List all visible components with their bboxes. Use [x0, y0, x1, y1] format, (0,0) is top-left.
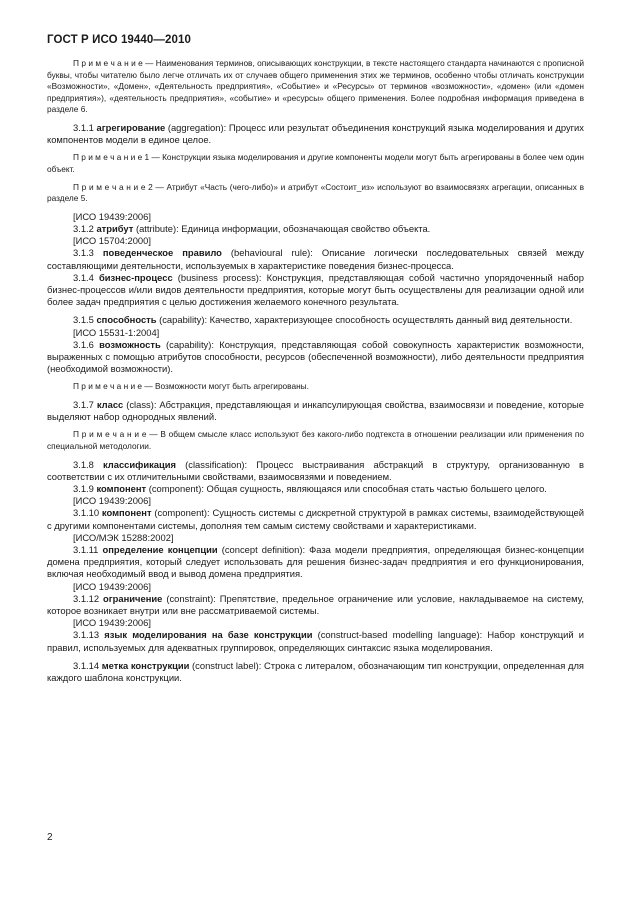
reference: [ИСО 15531-1:2004]: [73, 326, 160, 338]
term-definition: (capability): Конструкция, представляющая собой совокупность характеристик возможности, выраженных с помощью атрибутов способности, ресурсов (обеспеченной возможности), либо деятельности предприятия (необходимой возможности).: [47, 338, 584, 375]
term-3-1-3: [47, 247, 584, 271]
term-title: класс: [96, 398, 124, 410]
term-title: компонент: [96, 482, 147, 494]
term-3-1-12: [47, 593, 584, 617]
term-3-1-10: [47, 507, 584, 531]
term-title: классификация: [102, 458, 177, 470]
term-3-1-8: [47, 459, 584, 483]
term-title: бизнес-процесс: [98, 271, 173, 283]
note-label: П р и м е ч а н и е: [73, 381, 143, 392]
note-text: — Атрибут «Часть (чего-либо)» и атрибут «Состоит_из» используют во взаимосвязях агрегации, описанных в разделе 5.: [47, 181, 584, 204]
term-definition: (constraint): Препятствие, предельное ограничение или условие, накладываемое на систему, которое возникает внутри или вне рассматриваемой системы.: [47, 592, 584, 617]
term-title: возможность: [99, 338, 161, 350]
term-3-1-1: [47, 122, 584, 146]
term-title: метка конструкции: [101, 659, 190, 671]
term-3-1-13: [47, 629, 584, 653]
term-number: 3.1.10: [73, 507, 102, 519]
term-number: 3.1.9: [73, 482, 97, 494]
term-definition: (aggregation): Процесс или результат объединения конструкций языка моделирования и других компонентов модели в единое целое.: [47, 121, 584, 146]
term-definition: (behavioural rule): Описание логически последовательных связей между составляющими деятельности, используемых в характеристике поведения бизнес-процесса.: [47, 247, 584, 271]
term-number: 3.1.14: [73, 659, 102, 671]
term-title: ограничение: [103, 592, 163, 604]
note-3-1-7: [47, 429, 584, 452]
term-number: 3.1.7: [73, 398, 97, 410]
term-title: атрибут: [96, 222, 134, 234]
term-title: компонент: [101, 507, 152, 519]
term-number: 3.1.4: [73, 271, 99, 283]
term-3-1-2: [47, 223, 584, 235]
page-number: 2: [47, 832, 53, 843]
note-3-1-6: [47, 381, 584, 393]
term-number: 3.1.13: [73, 629, 105, 641]
term-3-1-11: [47, 544, 584, 581]
note-text: — В общем смысле класс используют без какого-либо подтекста в отношении реализации или применения по специальной методологии.: [47, 429, 584, 451]
term-definition: (component): Общая сущность, являющаяся или способная стать частью большего целого.: [146, 482, 547, 494]
term-definition: (classification): Процесс выстраивания абстракций в структуру, организованную в соответствии с их отличительными свойствами, взаимосвязями и поведением.: [47, 458, 584, 482]
reference: [ИСО 19439:2006]: [73, 210, 151, 222]
term-3-1-9: [47, 483, 584, 495]
note-text: — Наименования терминов, описывающих конструкции, в тексте настоящего стандарта начинаются с прописной буквы, чтобы читателю было легче отличать их от случаев общего применения этих же терминов, особенно чтобы отличать конструкции «Возможности», «Домен», «Деятельность предприятия», «Событие» и «Ресурсы» от терминов «возможности», «домен» (или «домен предприятия»), «деятельность предприятия», «событие» и «ресурсы» общего применения. Более подробная информация приведена в разделе 6.: [47, 58, 585, 115]
note-label: П р и м е ч а н и е 2: [73, 181, 153, 192]
term-number: 3.1.5: [73, 314, 97, 326]
term-definition: (construct-based modelling language): Набор конструкций и правил, используемых для адекватных группировок, определяющих синтаксис языка моделирования.: [47, 629, 584, 653]
term-title: язык моделирования на базе конструкции: [104, 629, 313, 641]
term-title: определение концепции: [102, 544, 218, 555]
term-number: 3.1.1: [73, 121, 97, 133]
term-number: 3.1.11: [73, 544, 103, 555]
reference: [ИСО 19439:2006]: [73, 495, 151, 507]
term-definition: (component): Сущность системы с дискретной структурой в рамках системы, взаимодействующей с другими компонентами системы, дополняя тем самым систему свойствами и характеристиками.: [47, 507, 585, 531]
term-definition: (concept definition): Фаза модели предприятия, определяющая бизнес-концепции домена предприятия, который следует использовать для решения бизнес-задач предприятия и его функционирования, включая необходимый ввод и вывод домена предприятия.: [47, 544, 584, 580]
term-title: способность: [96, 314, 157, 326]
document-page: [47, 34, 584, 690]
term-definition: (capability): Качество, характеризующее способность осуществлять данный вид деятельности.: [156, 314, 573, 326]
reference: [ИСО 15704:2000]: [73, 235, 151, 247]
note-label: П р и м е ч а н и е 1: [73, 152, 150, 163]
term-number: 3.1.2: [73, 222, 97, 234]
note-3-1-1-1: [47, 152, 584, 175]
term-3-1-5: [47, 314, 584, 326]
note-3-1-1-2: [47, 182, 584, 205]
term-definition: (business process): Конструкция, представляющая собой частично упорядоченный набор бизнес-процессов и/или видов деятельности предприятия, которые могут быть осуществлены для реализации одной или более задач предприятия с целью достижения желаемого конечного результата.: [47, 271, 584, 308]
note-label: П р и м е ч а н и е: [73, 429, 147, 440]
term-3-1-6: [47, 339, 584, 376]
term-3-1-7: [47, 399, 584, 423]
term-3-1-4: [47, 272, 584, 309]
term-number: 3.1.12: [73, 592, 104, 604]
term-number: 3.1.3: [73, 247, 103, 259]
term-title: поведенческое правило: [102, 247, 222, 259]
term-title: агрегирование: [96, 121, 166, 133]
document-header: ГОСТ Р ИСО 19440—2010: [47, 34, 192, 46]
term-number: 3.1.6: [73, 338, 100, 350]
note-text: — Возможности могут быть агрегированы.: [142, 381, 309, 392]
term-definition: (construct label): Строка с литералом, обозначающим тип конструкции, определенная для каждого шаблона конструкции.: [47, 659, 584, 684]
note-label: П р и м е ч а н и е: [73, 58, 143, 68]
reference: [ИСО/МЭК 15288:2002]: [73, 531, 174, 543]
term-3-1-14: [47, 660, 584, 684]
term-definition: (class): Абстракция, представляющая и инкапсулирующая свойства, взаимосвязи и поведение, которые выделяют набор однородных явлений.: [47, 398, 584, 423]
note-intro: [47, 58, 584, 116]
reference: [ИСО 19439:2006]: [73, 617, 151, 629]
note-text: — Конструкции языка моделирования и другие компоненты модели могут быть агрегированы в более чем один объект.: [47, 152, 585, 174]
term-number: 3.1.8: [73, 458, 103, 470]
term-definition: (attribute): Единица информации, обозначающая свойство объекта.: [133, 222, 431, 234]
reference: [ИСО 19439:2006]: [73, 580, 151, 592]
